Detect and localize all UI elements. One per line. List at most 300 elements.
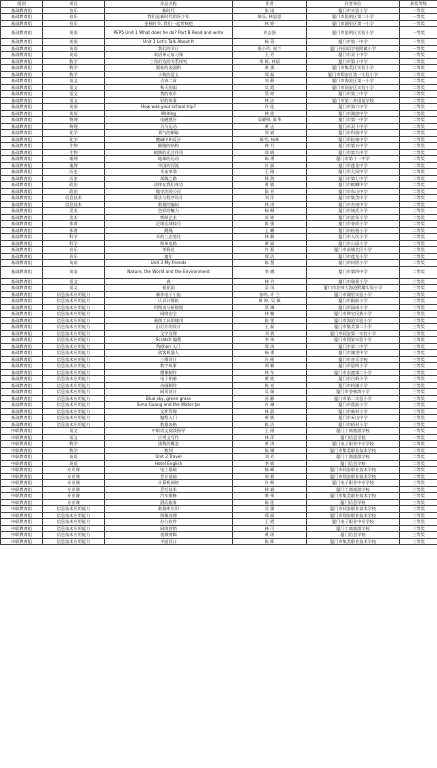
cell-group: 基础教育组 — [1, 84, 43, 91]
cell-work-title: Writing — [105, 110, 233, 117]
cell-work-title: Unit 2 Travel — [105, 454, 233, 461]
cell-author-unit: 厦门市集美职业技术学校 — [307, 447, 400, 454]
cell-author-unit: 厦门信息学校 — [307, 460, 400, 467]
cell-award-level: 三等奖 — [400, 343, 437, 350]
cell-subject: 信息技术应用能力 — [43, 291, 105, 298]
cell-author: 李 伟 — [233, 337, 307, 344]
cell-author: 许 燕 — [233, 247, 307, 254]
header-group: 组别 — [1, 1, 43, 8]
cell-author: 苏 婷 — [233, 214, 307, 221]
cell-author-unit: 厦门市演武小学 — [307, 208, 400, 215]
cell-group: 基础教育组 — [1, 149, 43, 156]
cell-subject: 美术 — [43, 214, 105, 221]
cell-author-unit: 厦门市海沧实验小学 — [307, 317, 400, 324]
cell-author: 许 丽 — [233, 162, 307, 169]
cell-group: 中职教育组 — [1, 519, 43, 526]
cell-group: 基础教育组 — [1, 415, 43, 422]
cell-group: 基础教育组 — [1, 143, 43, 150]
cell-group: 基础教育组 — [1, 7, 43, 14]
cell-award-level: 二等奖 — [400, 214, 437, 221]
cell-subject: 信息技术应用能力 — [43, 330, 105, 337]
cell-award-level: 二等奖 — [400, 91, 437, 98]
cell-award-level: 三等奖 — [400, 493, 437, 500]
cell-group: 基础教育组 — [1, 278, 43, 285]
cell-award-level: 二等奖 — [400, 149, 437, 156]
cell-award-level: 二等奖 — [400, 169, 437, 176]
cell-subject: 英语 — [43, 39, 105, 46]
cell-author-unit: 厦门市莲龙小学 — [307, 253, 400, 260]
cell-work-title: 水的三态变化 — [105, 234, 233, 241]
cell-author: 陈 琳 — [233, 447, 307, 454]
cell-subject: 体育 — [43, 221, 105, 228]
cell-group: 中职教育组 — [1, 532, 43, 539]
cell-award-level: 三等奖 — [400, 519, 437, 526]
cell-author: 黄 涛 — [233, 441, 307, 448]
cell-author: 李 娜 — [233, 266, 307, 278]
cell-author-unit: 厦门市集美第二小学 — [307, 324, 400, 331]
cell-author-unit: 厦门市钟宅民族小学 — [307, 311, 400, 318]
cell-author-unit: 厦门市翔安实验小学 — [307, 337, 400, 344]
cell-subject: 专业课 — [43, 467, 105, 474]
cell-award-level: 三等奖 — [400, 369, 437, 376]
cell-work-title: Scratch 编程 — [105, 337, 233, 344]
cell-author: 王 磊 — [233, 324, 307, 331]
cell-author: 杨 柳 — [233, 208, 307, 215]
cell-author: 蔡 婷 — [233, 91, 307, 98]
cell-award-level: 三等奖 — [400, 298, 437, 305]
cell-author-unit: 厦门市公园小学 — [307, 240, 400, 247]
cell-subject: 美术 — [43, 208, 105, 215]
cell-author: 陈 亮 — [233, 382, 307, 389]
cell-group: 基础教育组 — [1, 234, 43, 241]
cell-author-unit: 厦门市滨东小学 — [307, 214, 400, 221]
cell-work-title: 法律在我们身边 — [105, 182, 233, 189]
cell-award-level: 三等奖 — [400, 285, 437, 292]
cell-author-unit: 厦门信息学校 — [307, 499, 400, 506]
cell-award-level: 二等奖 — [400, 175, 437, 182]
cell-author: 张明, 许 兰 — [233, 291, 307, 298]
cell-subject: 信息技术应用能力 — [43, 402, 105, 409]
cell-work-title: 金秋时节, 我们一起赏秋吧 — [105, 20, 233, 27]
cell-award-level: 三等奖 — [400, 402, 437, 409]
cell-award-level: 一等奖 — [400, 14, 437, 21]
cell-author-unit: 厦门市前埔北区小学 — [307, 247, 400, 254]
cell-group: 中职教育组 — [1, 512, 43, 519]
cell-work-title: 数据的编码 — [105, 201, 233, 208]
cell-subject: 专业课 — [43, 486, 105, 493]
cell-group: 基础教育组 — [1, 65, 43, 72]
cell-group: 基础教育组 — [1, 20, 43, 27]
cell-subject: 语文 — [43, 428, 105, 435]
cell-work-title: 汽车维修 — [105, 493, 233, 500]
cell-author-unit: 厦门市莲花中学 — [307, 162, 400, 169]
table-row — [1, 27, 437, 39]
cell-subject: 历史 — [43, 175, 105, 182]
cell-author: 陈 洁 — [233, 421, 307, 428]
cell-author: 杨 勇 — [233, 350, 307, 357]
cell-group: 基础教育组 — [1, 221, 43, 228]
cell-author: 林 静 — [233, 234, 307, 241]
cell-author-unit: 厦门市思明区第二小学 — [307, 14, 400, 21]
cell-award-level: 三等奖 — [400, 389, 437, 396]
cell-subject: 信息技术应用能力 — [43, 415, 105, 422]
cell-group: 基础教育组 — [1, 169, 43, 176]
cell-work-title: 酒店服务 — [105, 499, 233, 506]
cell-author-unit: 厦门电子职业中专学校 — [307, 441, 400, 448]
cell-group: 中职教育组 — [1, 525, 43, 532]
cell-work-title: 文字处理 — [105, 330, 233, 337]
cell-author: 王 刚 — [233, 428, 307, 435]
cell-subject: 专业课 — [43, 473, 105, 480]
cell-author-unit: 厦门市第一中学 — [307, 39, 400, 46]
cell-author: 王 芳 — [233, 52, 307, 59]
cell-author: 蔡 琳 — [233, 304, 307, 311]
cell-group: 中职教育组 — [1, 467, 43, 474]
cell-author: 陈 晖 — [233, 538, 307, 545]
cell-work-title: 我的家乡 — [105, 91, 233, 98]
cell-award-level: 一等奖 — [400, 434, 437, 441]
cell-work-title: 平面设计 — [105, 538, 233, 545]
cell-group: 基础教育组 — [1, 45, 43, 52]
cell-award-level: 二等奖 — [400, 221, 437, 228]
cell-author: 林 楠 — [233, 311, 307, 318]
cell-work-title: 中职语文阅读指导 — [105, 428, 233, 435]
cell-award-level: 二等奖 — [400, 473, 437, 480]
cell-subject: 信息技术应用能力 — [43, 395, 105, 402]
cell-work-title: PEP5 Unit 1 What does he do? Part B Read and write — [105, 27, 233, 39]
cell-work-title: 春 — [105, 278, 233, 285]
cell-author-unit: 厦门市集美职业技术学校 — [307, 493, 400, 500]
cell-group: 基础教育组 — [1, 247, 43, 254]
cell-group: 基础教育组 — [1, 260, 43, 267]
cell-subject: 专业课 — [43, 493, 105, 500]
cell-subject: 数学 — [43, 65, 105, 72]
cell-author-unit: 厦门市梧村小学 — [307, 421, 400, 428]
cell-work-title: 中国的河流 — [105, 162, 233, 169]
cell-award-level: 三等奖 — [400, 415, 437, 422]
cell-subject: 音乐 — [43, 253, 105, 260]
cell-group: 中职教育组 — [1, 460, 43, 467]
cell-author: 许 琳 — [233, 402, 307, 409]
cell-work-title: 茉莉花 — [105, 247, 233, 254]
cell-award-level: 三等奖 — [400, 350, 437, 357]
cell-award-level: 二等奖 — [400, 253, 437, 260]
cell-author-unit: 厦门市同安职业技术学校 — [307, 467, 400, 474]
cell-group: 基础教育组 — [1, 91, 43, 98]
cell-author-unit: 厦门市思明小学 — [307, 363, 400, 370]
cell-subject: 生物 — [43, 143, 105, 150]
cell-work-title: 数字故事 — [105, 363, 233, 370]
cell-group: 中职教育组 — [1, 480, 43, 487]
cell-subject: 信息技术应用能力 — [43, 343, 105, 350]
cell-author: 陈 芳 — [233, 188, 307, 195]
cell-author-unit: 厦门市大同中学 — [307, 169, 400, 176]
cell-work-title: 古诗二首 — [105, 78, 233, 85]
cell-author: 吴 霞 — [233, 84, 307, 91]
cell-award-level: 二等奖 — [400, 266, 437, 278]
cell-group: 基础教育组 — [1, 58, 43, 65]
cell-award-level: 二等奖 — [400, 71, 437, 78]
cell-author-unit: 厦门市翔安区第一实验小学 — [307, 71, 400, 78]
cell-subject: 数学 — [43, 441, 105, 448]
cell-author-unit: 厦门市禾山中学 — [307, 415, 400, 422]
cell-subject: 政治 — [43, 188, 105, 195]
cell-award-level: 二等奖 — [400, 447, 437, 454]
cell-work-title: 桂花雨 — [105, 285, 233, 292]
cell-award-level: 二等奖 — [400, 78, 437, 85]
cell-author: 杨 蓉 — [233, 39, 307, 46]
cell-work-title: 幻灯片的设计 — [105, 324, 233, 331]
cell-subject: 语文 — [43, 91, 105, 98]
cell-subject: 信息技术应用能力 — [43, 532, 105, 539]
cell-subject: 英语 — [43, 454, 105, 461]
cell-subject: 信息技术应用能力 — [43, 304, 105, 311]
cell-group: 基础教育组 — [1, 27, 43, 39]
cell-subject: 体育 — [43, 227, 105, 234]
cell-author: 王 霞 — [233, 519, 307, 526]
cell-award-level: 三等奖 — [400, 499, 437, 506]
cell-subject: 历史 — [43, 169, 105, 176]
cell-subject: 信息技术应用能力 — [43, 389, 105, 396]
cell-work-title: 剪纸艺术 — [105, 214, 233, 221]
cell-author-unit: 厦门市杏南中学 — [307, 201, 400, 208]
cell-author: 林 丹 — [233, 278, 307, 285]
cell-author-unit: 厦门工商旅游学校 — [307, 486, 400, 493]
cell-subject: 生物 — [43, 149, 105, 156]
cell-award-level: 二等奖 — [400, 136, 437, 143]
cell-work-title: 编程入门 — [105, 415, 233, 422]
cell-author-unit: 厦门市园南小学 — [307, 304, 400, 311]
cell-group: 基础教育组 — [1, 136, 43, 143]
cell-award-level: 二等奖 — [400, 460, 437, 467]
cell-subject: 化学 — [43, 136, 105, 143]
cell-author-unit: 厦门市金林湾小学 — [307, 389, 400, 396]
cell-group: 基础教育组 — [1, 356, 43, 363]
cell-group: 基础教育组 — [1, 343, 43, 350]
cell-author: 张 雨 — [233, 7, 307, 14]
cell-award-level: 二等奖 — [400, 260, 437, 267]
cell-work-title: 新时代 — [105, 7, 233, 14]
cell-author-unit: 厦门市瑞景小学 — [307, 278, 400, 285]
cell-award-level: 二等奖 — [400, 65, 437, 72]
cell-author-unit: 厦门市何厝小学 — [307, 260, 400, 267]
cell-award-level: 三等奖 — [400, 304, 437, 311]
cell-author-unit: 厦门市集美区实验小学 — [307, 65, 400, 72]
cell-subject: 地理 — [43, 162, 105, 169]
cell-author-unit: 厦门市东渡第二小学 — [307, 369, 400, 376]
cell-subject: 音乐 — [43, 14, 105, 21]
cell-author-unit: 厦门市双十中学 — [307, 52, 400, 59]
cell-award-level: 三等奖 — [400, 291, 437, 298]
cell-subject: 信息技术应用能力 — [43, 408, 105, 415]
cell-work-title: Unit 3 My friends — [105, 260, 233, 267]
cell-author-unit: 厦门市翔安职业技术学校 — [307, 473, 400, 480]
table-body — [1, 7, 437, 545]
cell-group: 基础教育组 — [1, 14, 43, 21]
cell-group: 基础教育组 — [1, 408, 43, 415]
cell-author: 吴晓明, 陈华 — [233, 117, 307, 124]
cell-work-title: 圆柱的表面积 — [105, 65, 233, 72]
cell-author-unit: 厦门信息学校 — [307, 532, 400, 539]
cell-award-level: 二等奖 — [400, 110, 437, 117]
cell-author: 许志强 — [233, 27, 307, 39]
cell-subject: 英语 — [43, 266, 105, 278]
cell-group: 基础教育组 — [1, 182, 43, 189]
cell-group: 中职教育组 — [1, 434, 43, 441]
cell-author: 郑 晓 — [233, 149, 307, 156]
cell-work-title: Blue sky, green grass — [105, 395, 233, 402]
cell-group: 中职教育组 — [1, 428, 43, 435]
cell-group: 基础教育组 — [1, 175, 43, 182]
cell-author: 陈 慧 — [233, 260, 307, 267]
cell-award-level: 二等奖 — [400, 182, 437, 189]
cell-work-title: 小数的意义 — [105, 71, 233, 78]
cell-award-level: 二等奖 — [400, 130, 437, 137]
cell-work-title: 做守法的公民 — [105, 188, 233, 195]
cell-work-title: 好的故事 — [105, 97, 233, 104]
cell-award-level: 一等奖 — [400, 27, 437, 39]
cell-subject: 信息技术应用能力 — [43, 538, 105, 545]
cell-work-title: 数据表格 — [105, 421, 233, 428]
cell-award-level: 三等奖 — [400, 311, 437, 318]
cell-award-level: 三等奖 — [400, 356, 437, 363]
cell-author: 吴 娟 — [233, 389, 307, 396]
table-row — [1, 538, 437, 545]
cell-author-unit: 厦门市松柏中学 — [307, 136, 400, 143]
cell-author-unit: 厦门市第十一中学 — [307, 156, 400, 163]
cell-award-level: 二等奖 — [400, 234, 437, 241]
cell-award-level: 三等奖 — [400, 376, 437, 383]
cell-group: 基础教育组 — [1, 188, 43, 195]
cell-award-level: 一等奖 — [400, 39, 437, 46]
cell-author-unit: 厦门市湖里区第一小学 — [307, 20, 400, 27]
cell-author-unit: 厦门工商旅游学校 — [307, 428, 400, 435]
cell-author: 林 萍 — [233, 434, 307, 441]
cell-author: 黄 婷, 吴 敏 — [233, 298, 307, 305]
cell-author: 苏 静 — [233, 395, 307, 402]
cell-subject: 信息技术应用能力 — [43, 324, 105, 331]
cell-author-unit: 厦门市第一中学 — [307, 117, 400, 124]
cell-author: 周 燕 — [233, 473, 307, 480]
cell-group: 基础教育组 — [1, 117, 43, 124]
cell-author-unit: 厦门市第三中学 — [307, 91, 400, 98]
cell-subject: 科学 — [43, 240, 105, 247]
cell-award-level: 二等奖 — [400, 188, 437, 195]
cell-subject: 音乐 — [43, 247, 105, 254]
cell-subject: 英语 — [43, 110, 105, 117]
cell-award-level: 三等奖 — [400, 480, 437, 487]
cell-author: 许 辉 — [233, 480, 307, 487]
cell-work-title: Hotel English — [105, 460, 233, 467]
cell-award-level: 三等奖 — [400, 506, 437, 513]
cell-author-unit: 厦门市第二中学 — [307, 343, 400, 350]
cell-subject: 信息技术应用能力 — [43, 363, 105, 370]
cell-author: 黄 瑶 — [233, 532, 307, 539]
cell-author-unit: 厦门市松柏小学 — [307, 227, 400, 234]
cell-group: 基础教育组 — [1, 130, 43, 137]
cell-subject: 信息技术 — [43, 195, 105, 202]
cell-group: 基础教育组 — [1, 195, 43, 202]
cell-work-title: 用图表分析数据 — [105, 304, 233, 311]
cell-work-title: Python 入门 — [105, 343, 233, 350]
cell-author-unit: 厦门电子职业中专学校 — [307, 519, 400, 526]
cell-award-level: 一等奖 — [400, 52, 437, 59]
cell-award-level: 二等奖 — [400, 117, 437, 124]
cell-group: 基础教育组 — [1, 317, 43, 324]
cell-group: 基础教育组 — [1, 123, 43, 130]
cell-group: 基础教育组 — [1, 39, 43, 46]
cell-subject: 语文 — [43, 84, 105, 91]
cell-subject: 信息技术应用能力 — [43, 382, 105, 389]
cell-award-level: 一等奖 — [400, 45, 437, 52]
cell-work-title: 童年 — [105, 253, 233, 260]
cell-subject: 音乐 — [43, 20, 105, 27]
cell-author: 陈 勇 — [233, 156, 307, 163]
cell-subject: 语文 — [43, 285, 105, 292]
cell-author-unit: 厦门市人民小学 — [307, 234, 400, 241]
cell-subject: 英语 — [43, 27, 105, 39]
cell-work-title: How was your school trip? — [105, 104, 233, 111]
cell-author: 郑 洁 — [233, 253, 307, 260]
cell-work-title: 图像处理 — [105, 512, 233, 519]
cell-subject: 科学 — [43, 234, 105, 241]
cell-author-unit: 厦门市第十中学 — [307, 58, 400, 65]
cell-group: 基础教育组 — [1, 389, 43, 396]
cell-author-unit: 厦门市同安职业技术学校 — [307, 506, 400, 513]
cell-author-unit: 厦门市湖里中学 — [307, 350, 400, 357]
cell-author: 许 彬 — [233, 356, 307, 363]
cell-group: 基础教育组 — [1, 421, 43, 428]
header-author: 作者 — [233, 1, 307, 8]
cell-author-unit: 厦门市枋湖小学 — [307, 382, 400, 389]
cell-author: 王 鹏 — [233, 227, 307, 234]
cell-work-title: 足球运球技巧 — [105, 221, 233, 228]
cell-subject: 数学 — [43, 71, 105, 78]
cell-author: 李 辉, 林丽 — [233, 58, 307, 65]
cell-work-title: 三维设计 — [105, 356, 233, 363]
cell-award-level: 二等奖 — [400, 208, 437, 215]
cell-work-title: 色彩的魅力 — [105, 208, 233, 215]
cell-author-unit: 厦门市海沧区第一小学 — [307, 78, 400, 85]
cell-author: 黄 敏 — [233, 182, 307, 189]
cell-subject: 英语 — [43, 45, 105, 52]
cell-work-title: 烹饪技术 — [105, 486, 233, 493]
cell-author: 陈 佳 — [233, 499, 307, 506]
cell-subject: 专业课 — [43, 480, 105, 487]
cell-author-unit: 厦门市莲前小学 — [307, 402, 400, 409]
cell-award-level: 三等奖 — [400, 330, 437, 337]
cell-work-title: 我们是新时代的好少年 — [105, 14, 233, 21]
cell-award-level: 三等奖 — [400, 317, 437, 324]
cell-award-level: 三等奖 — [400, 512, 437, 519]
cell-author-unit: 厦门市北师大海沧附属实验小学 — [307, 285, 400, 292]
cell-author: 黄 强 — [233, 65, 307, 72]
cell-author-unit: 厦门信息学校 — [307, 434, 400, 441]
cell-author: 黄 敏 — [233, 415, 307, 422]
cell-work-title: 算法与程序设计 — [105, 195, 233, 202]
cell-work-title: 氧气的制取 — [105, 130, 233, 137]
cell-subject: 专业课 — [43, 499, 105, 506]
cell-award-level: 三等奖 — [400, 421, 437, 428]
cell-group: 基础教育组 — [1, 71, 43, 78]
cell-award-level: 三等奖 — [400, 486, 437, 493]
cell-author-unit: 厦门市第二外国语学校 — [307, 97, 400, 104]
cell-group: 基础教育组 — [1, 363, 43, 370]
cell-author: 林 海 — [233, 175, 307, 182]
cell-author: 周 斌 — [233, 130, 307, 137]
cell-author: 刘 静 — [233, 78, 307, 85]
cell-author-unit: 厦门市集美职业技术学校 — [307, 538, 400, 545]
